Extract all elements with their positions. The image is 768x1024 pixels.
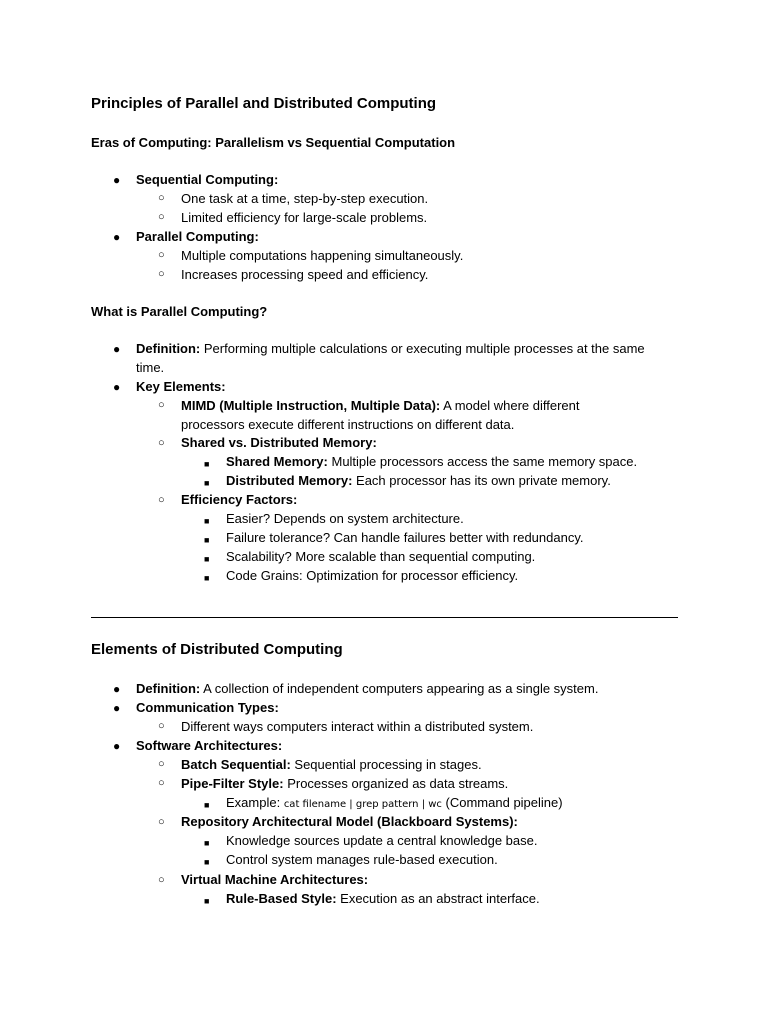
bullet-dot: ● [113, 380, 121, 394]
list-item: Control system manages rule-based execution. [226, 852, 498, 867]
list-item-sequential: Sequential Computing: [136, 172, 279, 187]
bullet-dot: ● [113, 682, 121, 696]
bullet-circle: ○ [158, 249, 165, 261]
list-item-mimd-cont: processors execute different instructions on different data. [181, 417, 515, 432]
list-item-mimd: MIMD (Multiple Instruction, Multiple Data): A model where different [181, 398, 580, 413]
horizontal-rule [91, 617, 678, 618]
list-item: Multiple computations happening simultaneously. [181, 248, 464, 263]
list-item-dc-definition: Definition: A collection of independent computers appearing as a single system. [136, 681, 599, 696]
list-item: Scalability? More scalable than sequential computing. [226, 549, 536, 564]
list-item: Knowledge sources update a central knowledge base. [226, 833, 538, 848]
list-item-software: Software Architectures: [136, 738, 283, 753]
list-item-batch: Batch Sequential: Sequential processing in stages. [181, 757, 482, 772]
bullet-circle: ○ [158, 192, 165, 204]
bullet-square: ■ [204, 573, 210, 583]
list-item: Different ways computers interact within a distributed system. [181, 719, 534, 734]
list-item-example: Example: cat filename | grep pattern | wc (Command pipeline) [226, 795, 563, 810]
bullet-dot: ● [113, 701, 121, 715]
list-item-communication: Communication Types: [136, 700, 279, 715]
bullet-square: ■ [204, 535, 210, 545]
bullet-circle: ○ [158, 758, 165, 770]
bullet-square: ■ [204, 554, 210, 564]
list-item-parallel: Parallel Computing: [136, 229, 259, 244]
bullet-circle: ○ [158, 211, 165, 223]
list-item-definition-cont: time. [136, 360, 165, 375]
bullet-square: ■ [204, 516, 210, 526]
bullet-circle: ○ [158, 437, 165, 449]
bullet-dot: ● [113, 230, 121, 244]
bullet-square: ■ [204, 896, 210, 906]
list-item: One task at a time, step-by-step execution. [181, 191, 429, 206]
bullet-circle: ○ [158, 494, 165, 506]
bullet-square: ■ [204, 857, 210, 867]
section-title-distributed: Elements of Distributed Computing [91, 641, 343, 658]
list-item: Code Grains: Optimization for processor efficiency. [226, 568, 519, 583]
bullet-circle: ○ [158, 816, 165, 828]
list-item: Increases processing speed and efficiency. [181, 267, 429, 282]
list-item: Easier? Depends on system architecture. [226, 511, 464, 526]
section-heading-eras: Eras of Computing: Parallelism vs Sequential Computation [91, 135, 456, 150]
list-item: Failure tolerance? Can handle failures better with redundancy. [226, 530, 584, 545]
page-title: Principles of Parallel and Distributed Computing [91, 95, 437, 112]
bullet-square: ■ [204, 800, 210, 810]
bullet-dot: ● [113, 739, 121, 753]
bullet-dot: ● [113, 342, 121, 356]
list-item-distributed: Distributed Memory: Each processor has its own private memory. [226, 473, 611, 488]
list-item-rule-based: Rule-Based Style: Execution as an abstract interface. [226, 891, 540, 906]
list-item-key-elements: Key Elements: [136, 379, 226, 394]
bullet-dot: ● [113, 173, 121, 187]
list-item: Limited efficiency for large-scale problems. [181, 210, 428, 225]
bullet-square: ■ [204, 478, 210, 488]
list-item-memory: Shared vs. Distributed Memory: [181, 435, 377, 450]
list-item-repository: Repository Architectural Model (Blackboard Systems): [181, 814, 518, 829]
list-item-pipe: Pipe-Filter Style: Processes organized as data streams. [181, 776, 509, 791]
bullet-circle: ○ [158, 874, 165, 886]
bullet-circle: ○ [158, 399, 165, 411]
section-heading-what: What is Parallel Computing? [91, 304, 268, 319]
bullet-circle: ○ [158, 720, 165, 732]
list-item-definition: Definition: Performing multiple calculations or executing multiple processes at the same [136, 341, 645, 356]
bullet-circle: ○ [158, 777, 165, 789]
list-item-virtual-machine: Virtual Machine Architectures: [181, 872, 369, 887]
list-item-efficiency: Efficiency Factors: [181, 492, 298, 507]
list-item-shared: Shared Memory: Multiple processors access the same memory space. [226, 454, 638, 469]
bullet-square: ■ [204, 838, 210, 848]
bullet-circle: ○ [158, 268, 165, 280]
bullet-square: ■ [204, 459, 210, 469]
